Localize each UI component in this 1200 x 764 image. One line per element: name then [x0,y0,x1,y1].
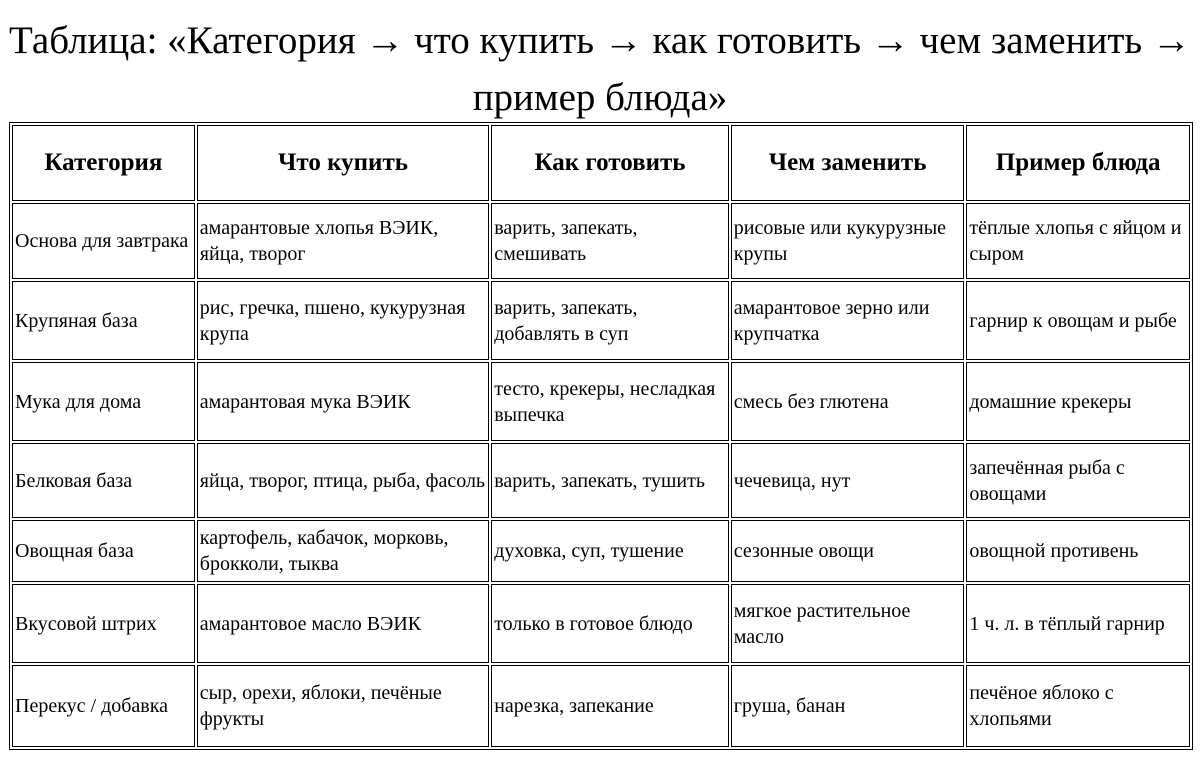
cell-substitute: чечевица, нут [731,443,965,518]
cell-what-to-buy: картофель, кабачок, морковь, брокколи, тыква [197,520,489,582]
cell-example-dish: 1 ч. л. в тёплый гарнир [966,584,1190,663]
header-substitute: Чем заменить [731,125,965,201]
cell-how-to-cook: нарезка, запекание [491,665,729,747]
table-row [12,203,1190,279]
cell-category: Вкусовой штрих [12,584,195,663]
cell-example-dish: овощной противень [966,520,1190,582]
cell-how-to-cook: варить, запекать, добавлять в суп [491,281,729,360]
cell-what-to-buy: яйца, творог, птица, рыба, фасоль [197,443,489,518]
cell-substitute: рисовые или кукурузные крупы [731,203,965,279]
header-category: Категория [12,125,195,201]
cell-how-to-cook: духовка, суп, тушение [491,520,729,582]
cell-substitute: мягкое растительное масло [731,584,965,663]
cell-example-dish: тёплые хлопья с яйцом и сыром [966,203,1190,279]
cell-example-dish: печёное яблоко с хлопьями [966,665,1190,747]
cell-what-to-buy: амарантовая мука ВЭИК [197,362,489,441]
table-row [12,665,1190,747]
cell-category: Овощная база [12,520,195,582]
cell-example-dish: запечённая рыба с овощами [966,443,1190,518]
cell-substitute: груша, банан [731,665,965,747]
cell-example-dish: домашние крекеры [966,362,1190,441]
cell-how-to-cook: варить, запекать, тушить [491,443,729,518]
cell-category: Крупяная база [12,281,195,360]
cell-example-dish: гарнир к овощам и рыбе [966,281,1190,360]
cell-what-to-buy: амарантовые хлопья ВЭИК, яйца, творог [197,203,489,279]
cell-category: Основа для завтрака [12,203,195,279]
table-row [12,362,1190,441]
header-what-to-buy: Что купить [197,125,489,201]
header-example-dish: Пример блюда [966,125,1190,201]
cell-how-to-cook: только в готовое блюдо [491,584,729,663]
page-title: Таблица: «Категория → что купить → как готовить → чем заменить → пример блюда» [9,19,1191,119]
cell-category: Белковая база [12,443,195,518]
cell-how-to-cook: варить, запекать, смешивать [491,203,729,279]
cell-substitute: смесь без глютена [731,362,965,441]
table-row [12,584,1190,663]
table-row [12,520,1190,582]
cell-what-to-buy: сыр, орехи, яблоки, печёные фрукты [197,665,489,747]
cell-how-to-cook: тесто, крекеры, несладкая выпечка [491,362,729,441]
cell-category: Перекус / добавка [12,665,195,747]
cell-what-to-buy: амарантовое масло ВЭИК [197,584,489,663]
food-table [9,122,1193,750]
cell-category: Мука для дома [12,362,195,441]
header-how-to-cook: Как готовить [491,125,729,201]
cell-what-to-buy: рис, гречка, пшено, кукурузная крупа [197,281,489,360]
table-row [12,281,1190,360]
cell-substitute: сезонные овощи [731,520,965,582]
cell-substitute: амарантовое зерно или крупчатка [731,281,965,360]
table-header-row [12,125,1190,201]
table-row [12,443,1190,518]
